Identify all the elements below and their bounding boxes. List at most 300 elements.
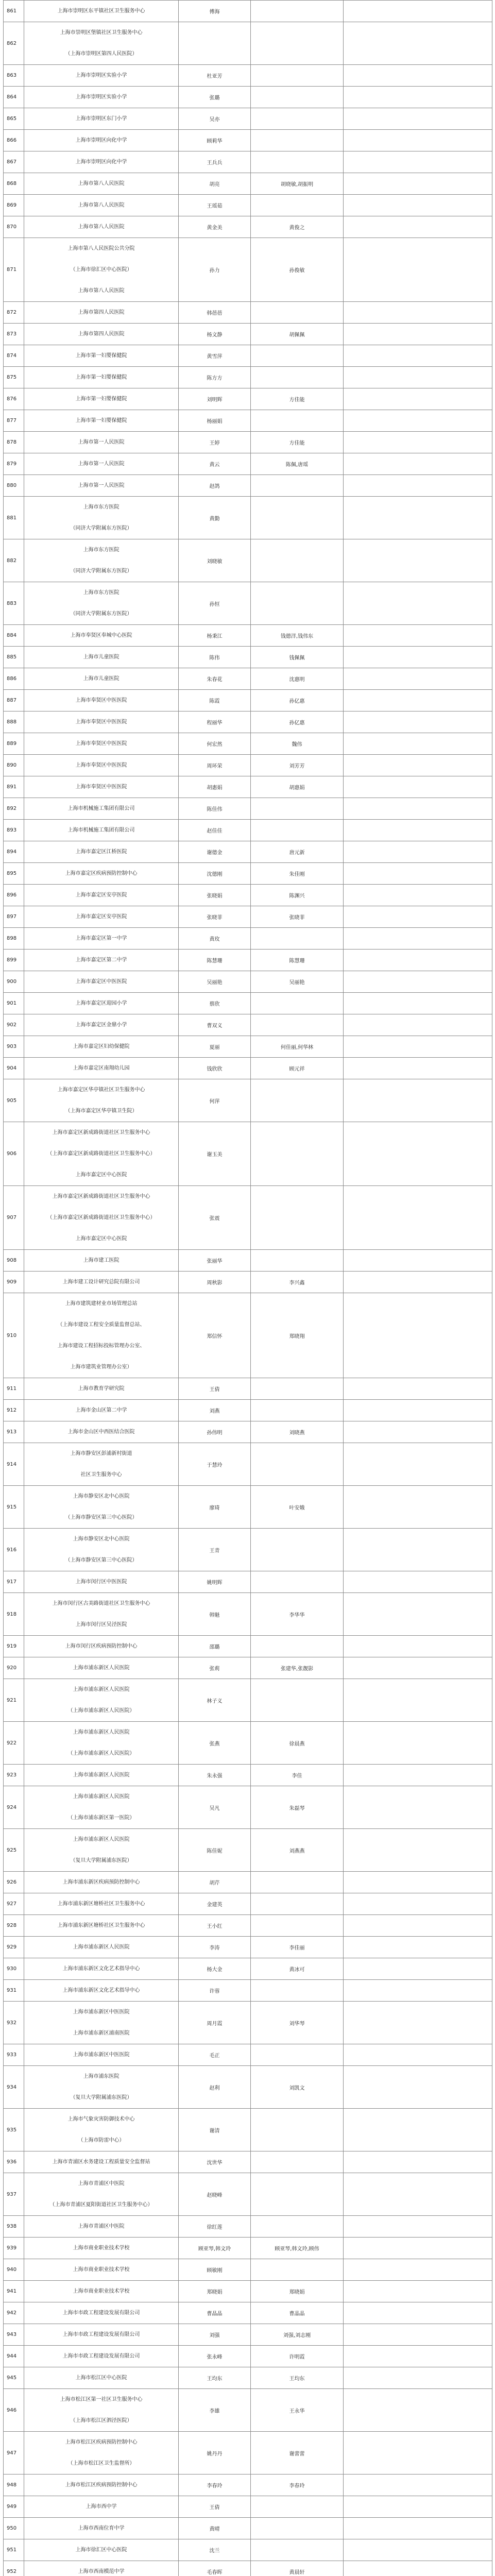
coauthor-cell: [251, 2216, 344, 2238]
unit-line: 上海市西南位育中学: [78, 2526, 125, 2531]
coauthor-cell: [251, 475, 344, 497]
row-number: 933: [4, 2044, 24, 2066]
table-row: [4, 2281, 492, 2302]
unit-line: 上海市第四人民医院: [78, 310, 125, 315]
row-number: 941: [4, 2281, 24, 2302]
name-cell: 孙恒: [179, 582, 251, 625]
row-number: 876: [4, 388, 24, 410]
table-row: [4, 820, 492, 841]
name-cell: 蔡欣: [179, 993, 251, 1014]
empty-cell: [344, 130, 492, 151]
name-cell: 赵鸽: [179, 475, 251, 497]
unit-line: 上海市嘉定区华亭镇社区卫生服务中心: [57, 1087, 145, 1093]
unit-cell: [24, 2173, 179, 2216]
name-cell: 傅海: [179, 1, 251, 22]
empty-cell: [344, 151, 492, 173]
coauthor-cell: [251, 2173, 344, 2216]
unit-cell: [24, 2346, 179, 2367]
coauthor-cell: 钱德洋,钱伟东: [251, 625, 344, 647]
unit-line: 上海市建筑业管理办公室）: [70, 1364, 132, 1370]
coauthor-cell: 刘燕燕: [251, 1829, 344, 1872]
table-row: [4, 1400, 492, 1421]
table-row: [4, 453, 492, 475]
table-row: [4, 885, 492, 906]
table-row: [4, 647, 492, 668]
unit-line: 上海市市政工程建设发展有限公司: [62, 2332, 140, 2337]
row-number: 938: [4, 2216, 24, 2238]
name-cell: 黄勤: [179, 497, 251, 539]
empty-cell: [344, 453, 492, 475]
row-number: 921: [4, 1679, 24, 1722]
name-cell: 杨大金: [179, 1958, 251, 1980]
empty-cell: [344, 1, 492, 22]
table-row: [4, 1829, 492, 1872]
unit-line: 上海市奉贤区中医医院: [75, 719, 127, 725]
table-row: [4, 130, 492, 151]
row-number: 888: [4, 711, 24, 733]
row-number: 909: [4, 1272, 24, 1293]
unit-line: 上海市嘉定区南翔幼儿园: [73, 1065, 130, 1071]
table-row: [4, 2475, 492, 2496]
unit-line: 上海市市政工程建设发展有限公司: [62, 2310, 140, 2316]
empty-cell: [344, 1250, 492, 1272]
table-row: [4, 1529, 492, 1571]
coauthor-cell: 黄俊之: [251, 216, 344, 238]
unit-cell: [24, 2259, 179, 2281]
unit-cell: [24, 1636, 179, 1657]
row-number: 944: [4, 2346, 24, 2367]
coauthor-cell: [251, 22, 344, 65]
table-row: [4, 1058, 492, 1079]
unit-line: 上海市浦东新区塘桥社区卫生服务中心: [57, 1901, 145, 1907]
unit-line: 上海市浦东新区文化艺术指导中心: [62, 1966, 140, 1972]
unit-line: （上海市嘉定区华亭镇卫生院）: [65, 1108, 138, 1114]
name-cell: 朱春花: [179, 668, 251, 690]
empty-cell: [344, 388, 492, 410]
empty-cell: [344, 2324, 492, 2346]
unit-cell: [24, 820, 179, 841]
coauthor-cell: [251, 1, 344, 22]
name-cell: 刘强: [179, 2324, 251, 2346]
coauthor-cell: [251, 1872, 344, 1893]
table-row: [4, 2346, 492, 2367]
table-row: [4, 238, 492, 302]
name-cell: 周秋影: [179, 1272, 251, 1293]
coauthor-cell: 刘晓燕: [251, 1421, 344, 1443]
coauthor-cell: 朱磊琴: [251, 1786, 344, 1829]
row-number: 867: [4, 151, 24, 173]
unit-line: 上海市东方医院: [83, 504, 120, 510]
coauthor-cell: [251, 87, 344, 108]
table-row: [4, 971, 492, 993]
unit-cell: [24, 2238, 179, 2259]
empty-cell: [344, 1915, 492, 1937]
unit-line: 上海市崇明区东门小学: [75, 116, 127, 122]
coauthor-cell: [251, 1443, 344, 1486]
unit-line: 上海市嘉定区江桥医院: [75, 849, 127, 855]
unit-line: 上海市崇明区实验小学: [75, 94, 127, 100]
coauthor-cell: 刘凯文: [251, 2066, 344, 2109]
unit-cell: [24, 1679, 179, 1722]
unit-cell: [24, 1915, 179, 1937]
name-cell: 周环荣: [179, 755, 251, 776]
unit-cell: [24, 1980, 179, 2002]
row-number: 920: [4, 1657, 24, 1679]
table-row: [4, 2216, 492, 2238]
unit-cell: [24, 2518, 179, 2539]
name-cell: 黄云: [179, 453, 251, 475]
name-cell: 徐红莲: [179, 2216, 251, 2238]
unit-cell: [24, 755, 179, 776]
table-row: [4, 2367, 492, 2389]
coauthor-cell: 许明霞: [251, 2346, 344, 2367]
coauthor-cell: 胡晓敏,胡振明: [251, 173, 344, 195]
unit-cell: [24, 582, 179, 625]
unit-line: 上海市东方医院: [83, 547, 120, 553]
unit-line: 上海市机械施工集团有限公司: [67, 827, 135, 833]
coauthor-cell: [251, 65, 344, 87]
name-cell: 陈慧珊: [179, 950, 251, 971]
table-row: [4, 2539, 492, 2561]
unit-line: 上海市嘉定区中医医院: [75, 979, 127, 985]
table-row: [4, 22, 492, 65]
coauthor-cell: 王永华: [251, 2389, 344, 2432]
name-cell: 吴丽艳: [179, 971, 251, 993]
empty-cell: [344, 195, 492, 216]
row-number: 929: [4, 1937, 24, 1958]
unit-line: 上海市第一人民医院: [78, 483, 125, 488]
unit-cell: [24, 2216, 179, 2238]
unit-line: 上海市金山区中西医结合医院: [67, 1429, 135, 1435]
unit-line: 上海市东方医院: [83, 590, 120, 596]
table-row: [4, 1571, 492, 1593]
unit-line: （同济大学附属东方医院）: [70, 568, 132, 574]
row-number: 913: [4, 1421, 24, 1443]
table-row: [4, 2496, 492, 2518]
empty-cell: [344, 928, 492, 950]
table-row: [4, 475, 492, 497]
empty-cell: [344, 1036, 492, 1058]
name-cell: 王瑶茹: [179, 195, 251, 216]
name-cell: 夏丽: [179, 1036, 251, 1058]
coauthor-cell: 方佳能: [251, 432, 344, 453]
unit-line: 社区卫生服务中心: [80, 1472, 122, 1478]
table-row: [4, 776, 492, 798]
name-cell: 王婷: [179, 432, 251, 453]
unit-cell: [24, 1958, 179, 1980]
row-number: 873: [4, 324, 24, 345]
empty-cell: [344, 497, 492, 539]
unit-line: 上海市松江区疾病预防控制中心: [65, 2482, 138, 2488]
unit-cell: [24, 1937, 179, 1958]
table-row: [4, 1, 492, 22]
name-cell: 张璐: [179, 87, 251, 108]
unit-line: （上海市浦东新区人民医院）: [67, 1751, 135, 1756]
coauthor-cell: 唐元新: [251, 841, 344, 863]
table-row: [4, 539, 492, 582]
unit-line: 上海市嘉定区中心医院: [75, 1172, 127, 1178]
table-row: [4, 345, 492, 367]
row-number: 912: [4, 1400, 24, 1421]
unit-cell: [24, 1014, 179, 1036]
unit-cell: [24, 2475, 179, 2496]
row-number: 866: [4, 130, 24, 151]
coauthor-cell: 孙亿惠: [251, 711, 344, 733]
name-cell: 黄金美: [179, 216, 251, 238]
unit-line: 上海市静安区北中心医院: [73, 1494, 130, 1499]
coauthor-cell: 李佳: [251, 1765, 344, 1786]
table-row: [4, 2561, 492, 2576]
coauthor-cell: 朱佳刚: [251, 863, 344, 885]
empty-cell: [344, 582, 492, 625]
coauthor-cell: 刘华琴: [251, 2002, 344, 2044]
row-number: 864: [4, 87, 24, 108]
unit-line: 上海市闵行区吴泾医院: [75, 1622, 127, 1628]
table-row: [4, 2109, 492, 2151]
table-row: [4, 863, 492, 885]
row-number: 881: [4, 497, 24, 539]
empty-cell: [344, 1186, 492, 1250]
unit-line: （上海市徐汇区中心医院）: [70, 267, 132, 273]
row-number: 939: [4, 2238, 24, 2259]
unit-cell: [24, 647, 179, 668]
unit-line: 上海市浦东新区人民医院: [73, 1837, 130, 1842]
unit-line: 上海市建工医院: [83, 1258, 120, 1263]
unit-line: 上海市第八人民医院: [78, 224, 125, 230]
name-cell: 吴亦: [179, 108, 251, 130]
unit-line: 上海市嘉定区新成路街道社区卫生服务中心: [52, 1194, 150, 1199]
coauthor-cell: 顾元祥: [251, 1058, 344, 1079]
unit-cell: [24, 1250, 179, 1272]
unit-cell: [24, 2367, 179, 2389]
unit-cell: [24, 1571, 179, 1593]
name-cell: 王均东: [179, 2367, 251, 2389]
unit-cell: [24, 711, 179, 733]
unit-line: 上海市青浦区中医院: [78, 2224, 125, 2229]
name-cell: 谢清: [179, 2109, 251, 2151]
row-number: 861: [4, 1, 24, 22]
empty-cell: [344, 1765, 492, 1786]
empty-cell: [344, 2561, 492, 2576]
empty-cell: [344, 1443, 492, 1486]
unit-line: 上海市嘉定区中心医院: [75, 1236, 127, 1242]
unit-cell: [24, 2432, 179, 2475]
coauthor-cell: [251, 1679, 344, 1722]
coauthor-cell: [251, 2518, 344, 2539]
table-row: [4, 798, 492, 820]
unit-line: 上海市儿童医院: [83, 654, 120, 660]
row-number: 880: [4, 475, 24, 497]
table-row: [4, 195, 492, 216]
coauthor-cell: 叶安娥: [251, 1486, 344, 1529]
unit-line: （上海市崇明区第四人民医院）: [65, 51, 138, 57]
empty-cell: [344, 475, 492, 497]
coauthor-cell: 李华华: [251, 1593, 344, 1636]
unit-cell: [24, 130, 179, 151]
unit-line: 上海市浦东新区人民医院: [73, 1730, 130, 1735]
coauthor-cell: [251, 195, 344, 216]
unit-line: 上海市奉贤区中医医院: [75, 784, 127, 790]
empty-cell: [344, 885, 492, 906]
unit-line: 上海市商业职业技术学校: [73, 2245, 130, 2251]
row-number: 886: [4, 668, 24, 690]
row-number: 950: [4, 2518, 24, 2539]
coauthor-cell: [251, 1250, 344, 1272]
unit-cell: [24, 388, 179, 410]
unit-cell: [24, 971, 179, 993]
name-cell: 刘明辉: [179, 388, 251, 410]
coauthor-cell: [251, 928, 344, 950]
coauthor-cell: [251, 2109, 344, 2151]
unit-line: 上海市浦东新区中医医院: [73, 2052, 130, 2058]
unit-cell: [24, 1765, 179, 1786]
name-cell: 林子义: [179, 1679, 251, 1722]
table-row: [4, 1486, 492, 1529]
table-row: [4, 367, 492, 388]
empty-cell: [344, 1079, 492, 1122]
table-row: [4, 1722, 492, 1765]
empty-cell: [344, 173, 492, 195]
table-row: [4, 1378, 492, 1400]
empty-cell: [344, 324, 492, 345]
name-cell: 邵璐: [179, 1636, 251, 1657]
unit-line: 上海市奉贤区奉城中心医院: [70, 633, 132, 638]
empty-cell: [344, 108, 492, 130]
coauthor-cell: [251, 345, 344, 367]
table-row: [4, 2324, 492, 2346]
row-number: 897: [4, 906, 24, 928]
unit-cell: [24, 1486, 179, 1529]
unit-line: 上海市气象灾害防御技术中心: [67, 2116, 135, 2122]
name-cell: 曹晶晶: [179, 2302, 251, 2324]
table-row: [4, 216, 492, 238]
name-cell: 廖琦: [179, 1486, 251, 1529]
unit-cell: [24, 1122, 179, 1186]
row-number: 868: [4, 173, 24, 195]
table-row: [4, 711, 492, 733]
unit-line: 上海市闵行区疾病预防控制中心: [65, 1643, 138, 1649]
coauthor-cell: [251, 2151, 344, 2173]
unit-cell: [24, 2109, 179, 2151]
table-row: [4, 1036, 492, 1058]
unit-line: 上海市第八人民医院: [78, 288, 125, 294]
empty-cell: [344, 1657, 492, 1679]
unit-line: 上海市浦东医院: [83, 2074, 120, 2079]
table-row: [4, 1186, 492, 1250]
row-number: 879: [4, 453, 24, 475]
row-number: 931: [4, 1980, 24, 2002]
empty-cell: [344, 647, 492, 668]
coauthor-cell: 钱佩佩: [251, 647, 344, 668]
name-cell: 陈霞: [179, 690, 251, 711]
row-number: 894: [4, 841, 24, 863]
empty-cell: [344, 432, 492, 453]
unit-cell: [24, 1829, 179, 1872]
name-cell: 张莉: [179, 1657, 251, 1679]
empty-cell: [344, 1636, 492, 1657]
unit-line: 上海市西中学: [86, 2504, 117, 2510]
empty-cell: [344, 216, 492, 238]
row-number: 943: [4, 2324, 24, 2346]
empty-cell: [344, 1293, 492, 1378]
coauthor-cell: 魏伟: [251, 733, 344, 755]
name-cell: 刘晓敏: [179, 539, 251, 582]
unit-cell: [24, 367, 179, 388]
name-cell: 顾亚琴,韩文玲: [179, 2238, 251, 2259]
row-number: 937: [4, 2173, 24, 2216]
unit-line: （同济大学附属东方医院）: [70, 611, 132, 617]
empty-cell: [344, 841, 492, 863]
empty-cell: [344, 820, 492, 841]
empty-cell: [344, 1400, 492, 1421]
empty-cell: [344, 238, 492, 302]
name-cell: [179, 22, 251, 65]
row-number: 900: [4, 971, 24, 993]
table-row: [4, 1958, 492, 1980]
empty-cell: [344, 87, 492, 108]
unit-cell: [24, 2302, 179, 2324]
unit-cell: [24, 950, 179, 971]
coauthor-cell: 陈佩,唐瑶: [251, 453, 344, 475]
table-row: [4, 993, 492, 1014]
empty-cell: [344, 2259, 492, 2281]
row-number: 874: [4, 345, 24, 367]
unit-line: 上海市浦东新区人民医院: [73, 1772, 130, 1778]
coauthor-cell: 陈渊兴: [251, 885, 344, 906]
unit-line: 上海市儿童医院: [83, 676, 120, 682]
coauthor-cell: 刘强,刘志刚: [251, 2324, 344, 2346]
row-number: 885: [4, 647, 24, 668]
row-number: 896: [4, 885, 24, 906]
table-row: [4, 87, 492, 108]
unit-line: 上海市静安区彭浦新村街道: [70, 1451, 132, 1456]
unit-line: （上海市静安区第三中心医院）: [65, 1515, 138, 1520]
unit-line: 上海市商业职业技术学校: [73, 2289, 130, 2294]
table-row: [4, 324, 492, 345]
row-number: 927: [4, 1893, 24, 1915]
unit-line: 上海市第八人民医院: [78, 181, 125, 187]
name-cell: 沈世华: [179, 2151, 251, 2173]
row-number: 936: [4, 2151, 24, 2173]
row-number: 916: [4, 1529, 24, 1571]
unit-cell: [24, 863, 179, 885]
coauthor-cell: [251, 1186, 344, 1250]
unit-line: 上海市浦东新区人民医院: [73, 1665, 130, 1671]
table-row: [4, 1915, 492, 1937]
name-cell: 郑信怀: [179, 1293, 251, 1378]
table-row: [4, 2518, 492, 2539]
table-row: [4, 2432, 492, 2475]
row-number: 952: [4, 2561, 24, 2576]
unit-cell: [24, 733, 179, 755]
empty-cell: [344, 2044, 492, 2066]
name-cell: 胡惠娟: [179, 776, 251, 798]
table-row: [4, 1679, 492, 1722]
coauthor-cell: [251, 497, 344, 539]
coauthor-cell: [251, 2496, 344, 2518]
table-row: [4, 1872, 492, 1893]
row-number: 869: [4, 195, 24, 216]
row-number: 901: [4, 993, 24, 1014]
empty-cell: [344, 1593, 492, 1636]
row-number: 895: [4, 863, 24, 885]
unit-cell: [24, 993, 179, 1014]
row-number: 862: [4, 22, 24, 65]
row-number: 890: [4, 755, 24, 776]
unit-line: 上海市第四人民医院: [78, 331, 125, 337]
table-row: [4, 1272, 492, 1293]
table-row: [4, 625, 492, 647]
